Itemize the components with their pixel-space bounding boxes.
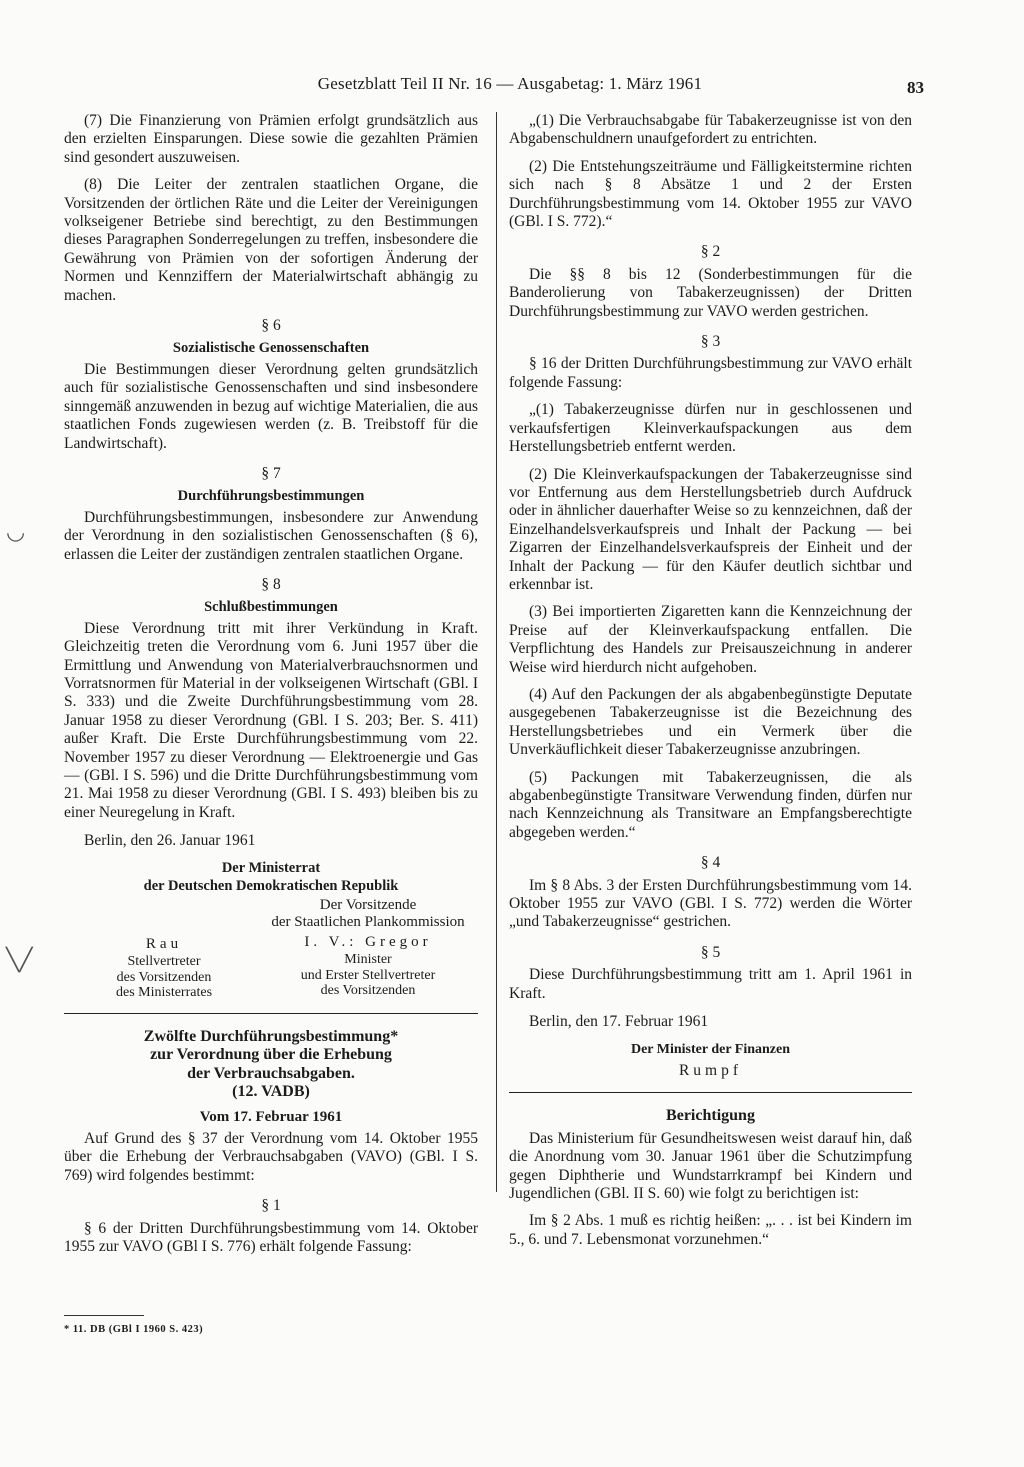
signer-role: Stellvertreter <box>127 954 201 970</box>
section-3-quote-5: (5) Packungen mit Tabakerzeugnissen, die als abgabenbegünstigte Transitware Verwendung finden, dürfen nur nach Kennzeichnung als Transitware an Empfangsberechtigte abgegeben werden.“ <box>509 768 912 841</box>
section-5-text: Diese Durchführungsbestimmung tritt am 1. April 1961 in Kraft. <box>509 966 912 1002</box>
paragraph-8: (8) Die Leiter der zentralen staatlichen Organe, die Vorsitzenden der örtlichen Räte und die Leiter der Vereinigungen volkseigener Betriebe sind berechtigt, zu den Bestimmungen dieses Paragraphen Sonderregelungen zu treffen, insbesondere die Gewährung von Prämien von der sofortigen Änderung der Normen und Kennziffern der Materialwirtschaft abhängig zu machen. <box>64 176 478 304</box>
left-column <box>64 112 478 1256</box>
section-2-number: § 2 <box>700 243 721 261</box>
decree-intro: Auf Grund des § 37 der Verordnung vom 14. Oktober 1955 über die Erhebung der Verbrauchsabgaben (VAVO) (GBl. I S. 769) wird folgendes bestimmt: <box>64 1130 478 1184</box>
decree-date: Vom 17. Februar 1961 <box>199 1108 343 1125</box>
paragraph-7: (7) Die Finanzierung von Prämien erfolgt grundsätzlich aus den erzielten Einsparungen. Diese sowie die gezahlten Prämien sind gesondert auszuweisen. <box>64 112 478 166</box>
section-2-text: Die §§ 8 bis 12 (Sonderbestimmungen für die Banderolierung von Tabakerzeugnissen) der Dritten Durchführungsbestimmung zur VAVO werden gestrichen. <box>509 265 912 320</box>
title-line: (12. VADB) <box>232 1083 310 1101</box>
right-column <box>509 112 912 1249</box>
section-3-quote-1: „(1) Tabakerzeugnisse dürfen nur in geschlossenen und verkaufsfertigen Kleinverkaufspackungen aus dem Herstellungsbetrieb entfernt werden. <box>509 401 912 456</box>
decree-title <box>64 1028 478 1102</box>
title-line: zur Verordnung über die Erhebung <box>150 1046 392 1064</box>
signer-name: Rau <box>145 935 183 952</box>
section-6-title: Sozialistische Genossenschaften <box>172 340 370 357</box>
section-7-number: § 7 <box>261 464 281 482</box>
signing-organ <box>64 859 478 895</box>
minister-name: Rumpf <box>678 1061 743 1079</box>
title-line: Zwölfte Durchführungsbestimmung* <box>143 1027 399 1045</box>
signer-role: des Vorsitzenden <box>320 983 416 999</box>
signer-role: Minister <box>344 952 392 968</box>
chair-line-1: Der Vorsitzende <box>319 896 417 913</box>
place-date: Berlin, den 17. Februar 1961 <box>529 1013 709 1031</box>
correction-text: Das Ministerium für Gesundheitswesen weist darauf hin, daß die Anordnung vom 30. Januar 1961 über die Schutzimpfung gegen Diphtherie und Wundstarrkrampf bei Kindern und Jugendlichen (GBl. II S. 60) wie folgt zu berichtigen ist: <box>509 1129 912 1202</box>
signature-block <box>64 897 478 1001</box>
org-line-1: Der Ministerrat <box>221 859 321 876</box>
section-3-quote-4: (4) Auf den Packungen der als abgabenbegünstigte Deputate ausgegebenen Tabakerzeugnisse ist die Bezeichnung des Herstellungsbetriebes und ein Vermerk über die Unverkäuflichkeit dieser Tabakerzeugnisse anzubringen. <box>509 685 912 759</box>
section-1-text: § 6 der Dritten Durchführungsbestimmung vom 14. Oktober 1955 zur VAVO (GBl I S. 776) erhält folgende Fassung: <box>64 1219 478 1256</box>
quote-paragraph-2: (2) Die Entstehungszeiträume und Fälligkeitstermine richten sich nach § 8 Absätze 1 und 2 der Ersten Durchführungsbestimmung vom 14. Oktober 1955 zur VAVO (GBl. I S. 772).“ <box>509 157 912 231</box>
section-8-number: § 8 <box>261 575 281 593</box>
signature-right <box>268 897 478 1001</box>
org-line-2: der Deutschen Demokratischen Republik <box>143 877 399 894</box>
place-date: Berlin, den 26. Januar 1961 <box>84 832 256 850</box>
section-3-quote-2: (2) Die Kleinverkaufspackungen der Tabakerzeugnisse sind vor Entfernung aus dem Herstellungsbetrieb durch Aufdruck oder in ähnlicher dauerhafter Weise so zu kennzeichnen, daß der Einzelhandelsverkaufspreis und Inhalt der Packung — bei Zigarren der Einzelhandelsverkaufspreis der Einheit und der Inhalt der Packung — für den Käufer deutlich sichtbar und erkennbar ist. <box>509 465 912 593</box>
section-1-number: § 1 <box>261 1197 281 1215</box>
section-3-text: § 16 der Dritten Durchführungsbestimmung zur VAVO erhält folgende Fassung: <box>509 355 912 391</box>
running-head: Gesetzblatt Teil II Nr. 16 — Ausgabetag: 1. März 1961 <box>317 74 703 93</box>
correction-fix: Im § 2 Abs. 1 muß es richtig heißen: „. . . ist bei Kindern im 5., 6. und 7. Lebensmonat vorzunehmen.“ <box>509 1212 912 1248</box>
section-divider <box>509 1092 912 1093</box>
page-number: 83 <box>907 78 924 97</box>
footnote: * 11. DB (GBl I 1960 S. 423) <box>64 1324 204 1335</box>
section-4-text: Im § 8 Abs. 3 der Ersten Durchführungsbestimmung vom 14. Oktober 1955 zur VAVO (GBl. I S. 772) werden die Wörter „und Tabakerzeugnisse“ gestrichen. <box>509 876 912 931</box>
minister-title: Der Minister der Finanzen <box>630 1042 791 1058</box>
footnote-rule <box>64 1315 144 1316</box>
section-3-number: § 3 <box>700 333 721 351</box>
signature-left <box>64 937 264 1001</box>
section-5-number: § 5 <box>700 943 721 961</box>
section-8-text: Diese Verordnung tritt mit ihrer Verkündung in Kraft. Gleichzeitig treten die Verordnung vom 6. Juni 1957 über die Ermittlung und Anwendung von Materialverbrauchsnormen und Vorratsnormen für Material in der volkseigenen Wirtschaft (GBl. I S. 333) und die Zweite Durchführungsbestimmung vom 28. Januar 1958 zu dieser Verordnung (GBl. I S. 203; Ber. S. 411) außer Kraft. Die Erste Durchführungsbestimmung vom 22. November 1957 zu dieser Verordnung — Elektroenergie und Gas — (GBl. I S. 596) und die Dritte Durchführungsbestimmung vom 21. Mai 1958 zu dieser Verordnung (GBl. I S. 493) bleiben bis zu einer Neuregelung in Kraft. <box>64 619 478 821</box>
column-divider <box>496 112 497 1192</box>
section-8-title: Schlußbestimmungen <box>204 599 338 616</box>
section-6-text: Die Bestimmungen dieser Verordnung gelten grundsätzlich auch für sozialistische Genossenschaften und sind insbesondere sinngemäß anzuwenden in bezug auf wichtige Materialien, die aus staatlichen Fonds zugewiesen werden (z. B. Treibstoff für die Landwirtschaft). <box>64 360 478 452</box>
correction-title: Berichtigung <box>666 1107 755 1125</box>
signer-role: und Erster Stellvertreter <box>300 967 436 983</box>
margin-pencil-mark: ╲╱ <box>6 948 33 973</box>
chair-line-2: der Staatlichen Plankommission <box>271 913 465 930</box>
signer-role: des Vorsitzenden <box>116 969 212 985</box>
section-6-number: § 6 <box>261 317 281 335</box>
section-3-quote-3: (3) Bei importierten Zigaretten kann die Kennzeichnung der Preise auf der Kleinverkaufspackung entfallen. Die Verpflichtung des Handels zur Preisauszeichnung in anderer Weise wird hierdurch nicht aufgehoben. <box>509 603 912 676</box>
section-divider <box>64 1013 478 1014</box>
signer-name: I. V.: Gregor <box>304 933 432 950</box>
section-4-number: § 4 <box>700 854 721 872</box>
section-7-title: Durchführungsbestimmungen <box>177 488 365 505</box>
signer-role: des Ministerrates <box>115 985 213 1001</box>
margin-pencil-mark: ◡ <box>6 520 26 545</box>
title-line: der Verbrauchsabgaben. <box>187 1064 355 1082</box>
quote-paragraph-1: „(1) Die Verbrauchsabgabe für Tabakerzeugnisse ist von den Abgabenschuldnern unaufgefordert zu entrichten. <box>509 112 912 148</box>
section-7-text: Durchführungsbestimmungen, insbesondere zur Anwendung der Verordnung in den sozialistischen Genossenschaften (§ 6), erlassen die Leiter der zuständigen zentralen staatlichen Organe. <box>64 508 478 563</box>
